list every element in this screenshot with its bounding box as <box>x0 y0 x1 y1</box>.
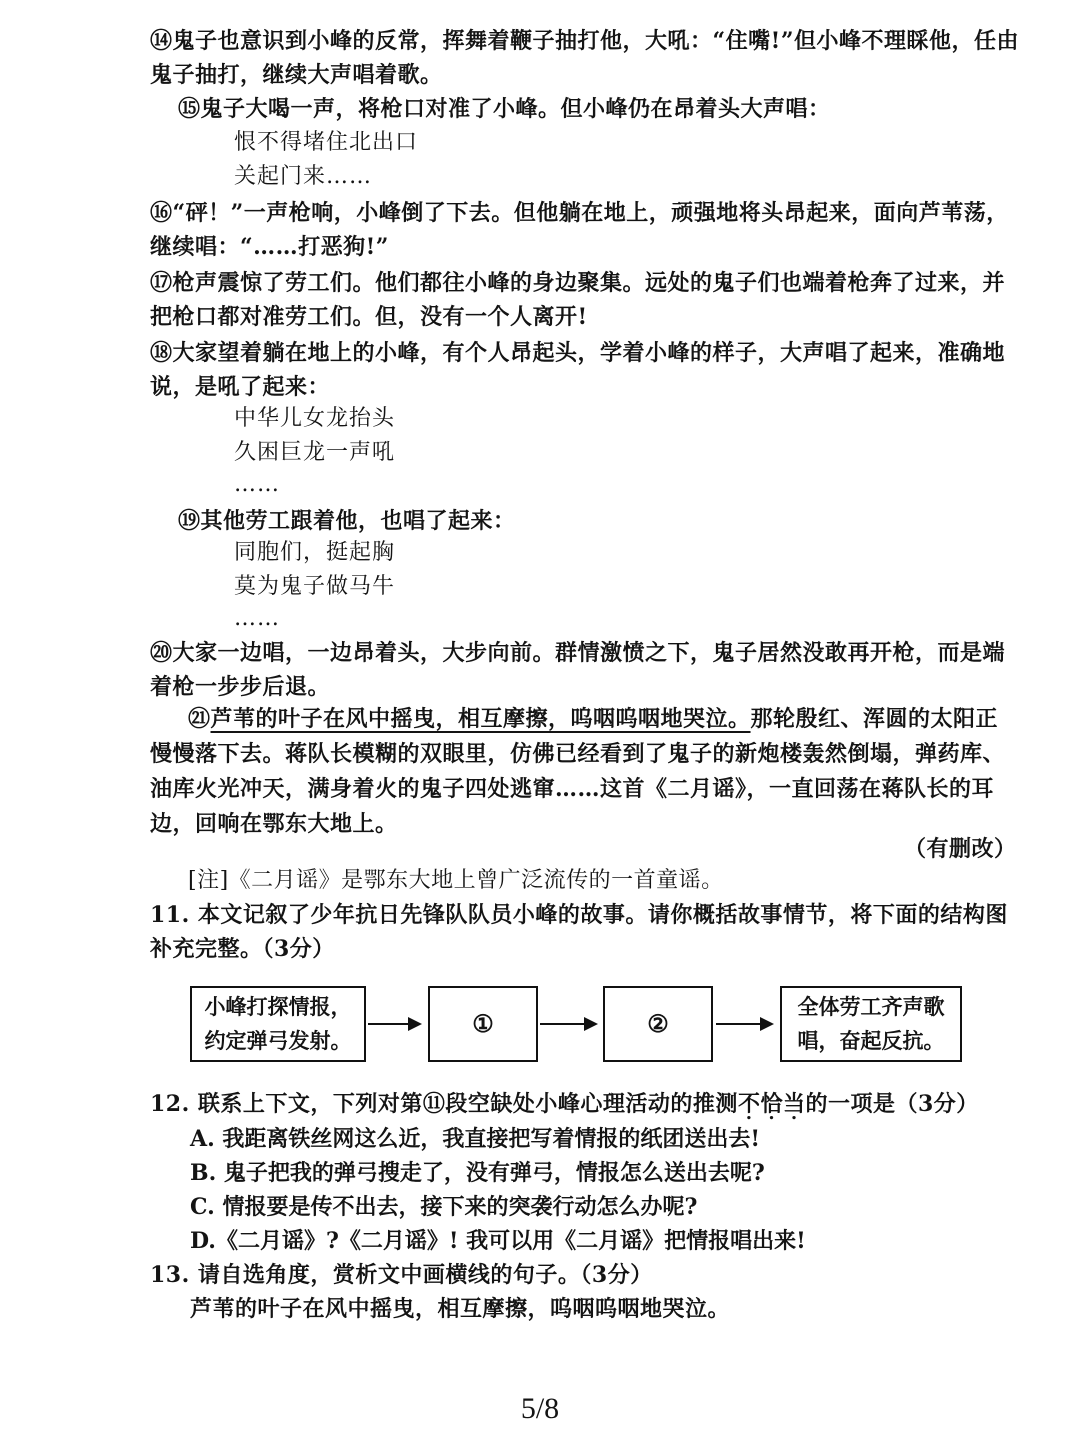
flow-box-1: 小峰打探情报， 约定弹弓发射。 <box>190 986 366 1062</box>
question-11: 11. 本文记叙了少年抗日先锋队队员小峰的故事。请你概括故事情节，将下面的结构图补充完整。（3分） <box>150 902 1008 962</box>
poem-line: 中华儿女龙抬头 <box>234 406 396 431</box>
paragraph-17: ⑰枪声震惊了劳工们。他们都往小峰的身边聚集。远处的鬼子们也端着枪奔了过来，并把枪口都对准劳工们。但，没有一个人离开! <box>150 270 1006 330</box>
paragraph-21: ㉑芦苇的叶子在风中摇曳，相互摩擦，呜咽呜咽地哭泣。那轮殷红、浑圆的太阳正慢慢落下去。蒋队长模糊的双眼里，仿佛已经看到了鬼子的新炮楼轰然倒塌，弹药库、油库火光冲天，满身着火的鬼子四处逃窜……这首《二月谣》，一直回荡在蒋队长的耳边，回响在鄂东大地上。 <box>150 706 1006 837</box>
footnote: [注]《二月谣》是鄂东大地上曾广泛流传的一首童谣。 <box>188 868 724 893</box>
option-a: A. 我距离铁丝网这么近，我直接把写着情报的纸团送出去! <box>190 1126 761 1152</box>
paragraph-15: ⑮鬼子大喝一声，将枪口对准了小峰。但小峰仍在昂着头大声唱： <box>178 96 831 122</box>
option-d: D.《二月谣》?《二月谣》! 我可以用《二月谣》把情报唱出来! <box>190 1228 806 1254</box>
poem-line: 关起门来…… <box>234 164 373 189</box>
quoted-sentence: 芦苇的叶子在风中摇曳，相互摩擦，呜咽呜咽地哭泣。 <box>190 1296 731 1322</box>
poem-line: 莫为鬼子做马牛 <box>234 574 396 599</box>
poem-line: …… <box>234 606 280 631</box>
poem-line: 久困巨龙一声吼 <box>234 440 396 465</box>
paragraph-18: ⑱大家望着躺在地上的小峰，有个人昂起头，学着小峰的样子，大声唱了起来，准确地说，是吼了起来： <box>150 340 1006 400</box>
flow-box-4: 全体劳工齐声歌 唱，奋起反抗。 <box>780 986 962 1062</box>
paragraph-16: ⑯“砰！”一声枪响，小峰倒了下去。但他躺在地上，顽强地将头昂起来，面向芦苇荡，继续唱：“……打恶狗!” <box>150 200 1009 260</box>
poem-line: …… <box>234 472 280 497</box>
option-c: C. 情报要是传不出去，接下来的突袭行动怎么办呢? <box>190 1194 698 1220</box>
paragraph-14: ⑭鬼子也意识到小峰的反常，挥舞着鞭子抽打他，大吼：“住嘴!”但小峰不理睬他，任由鬼子抽打，继续大声唱着歌。 <box>150 28 1019 88</box>
arrow-icon <box>368 1023 420 1025</box>
paragraph-20: ⑳大家一边唱，一边昂着头，大步向前。群情激愤之下，鬼子居然没敢再开枪，而是端着枪一步步后退。 <box>150 640 1006 700</box>
poem-line: 恨不得堵住北出口 <box>234 130 419 155</box>
flow-box-blank-2: ② <box>603 986 713 1062</box>
question-13: 13. 请自选角度，赏析文中画横线的句子。（3分） <box>150 1262 653 1288</box>
source-note: （有删改） <box>904 836 1017 862</box>
arrow-icon <box>716 1023 772 1025</box>
option-b: B. 鬼子把我的弹弓搜走了，没有弹弓，情报怎么送出去呢? <box>190 1160 765 1186</box>
poem-line: 同胞们，挺起胸 <box>234 540 396 565</box>
paragraph-19: ⑲其他劳工跟着他，也唱了起来： <box>178 508 516 534</box>
underlined-sentence: 芦苇的叶子在风中摇曳，相互摩擦，呜咽呜咽地哭泣。 <box>210 706 751 732</box>
question-12: 12. 联系上下文，下列对第⑪段空缺处小峰心理活动的推测不恰当的一项是（3分） <box>150 1091 979 1117</box>
flow-box-blank-1: ① <box>428 986 538 1062</box>
arrow-icon <box>540 1023 596 1025</box>
page-number: 5/8 <box>520 1392 560 1425</box>
